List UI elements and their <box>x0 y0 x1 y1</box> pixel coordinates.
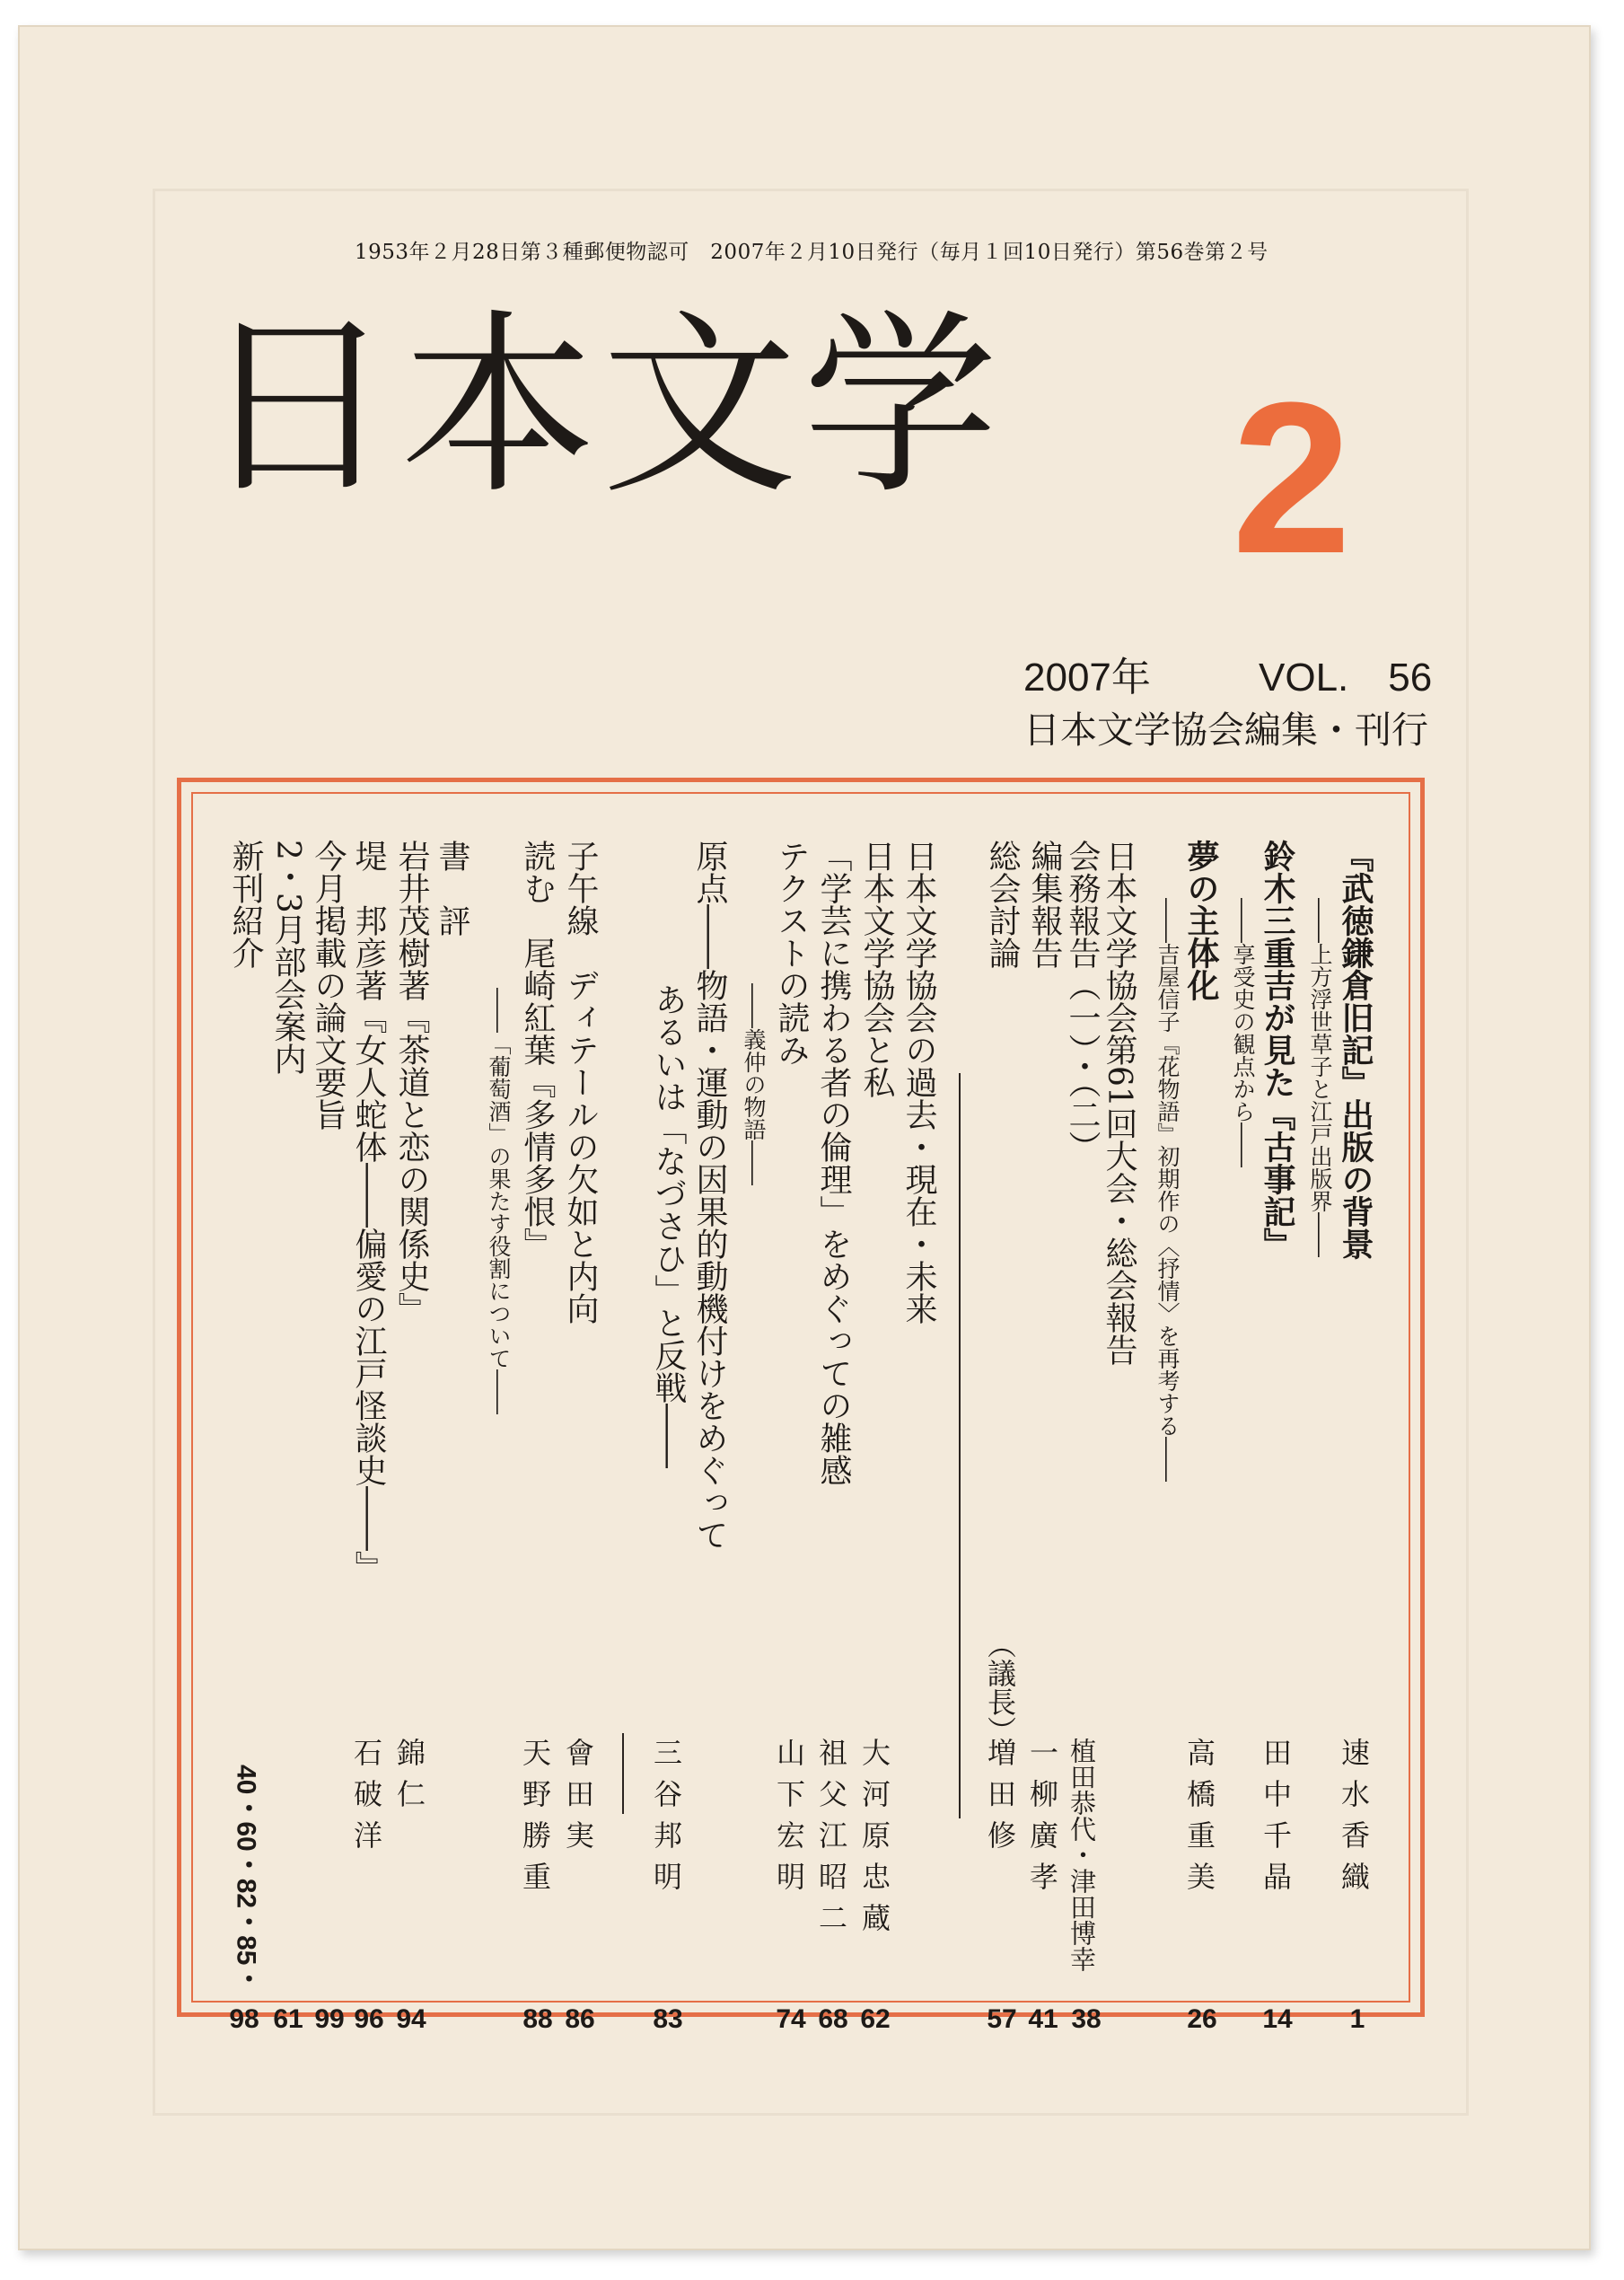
toc-role-7: （議長） <box>983 1630 1017 1745</box>
publication-info: 1953年２月28日第３種郵便物認可 2007年２月10日発行（毎月１回10日発行）第56巻第２号 <box>355 241 1268 264</box>
year: 2007年 <box>1023 656 1151 700</box>
toc-author-3: 高橋重美 <box>1182 1738 1216 1903</box>
toc-author-6: 一柳廣孝 <box>1025 1738 1059 1903</box>
toc-title-4: 日本文学協会第61回大会・総会報告 <box>1101 840 1137 1366</box>
toc-subtitle-2: ――享受史の観点から―― <box>1230 898 1256 1167</box>
issue-number: 2 <box>1232 357 1352 598</box>
toc-subtitle-16: ――「葡萄酒」の果たす役割について―― <box>486 988 512 1414</box>
toc-title-3: 夢の主体化 <box>1182 840 1220 1001</box>
toc-page-1: 1 <box>1349 2004 1365 2034</box>
publisher: 日本文学協会編集・刊行 <box>1023 709 1428 751</box>
toc-page-11: 74 <box>776 2004 806 2034</box>
toc-author-5: 植田恭代・津田博幸 <box>1067 1738 1097 1972</box>
toc-title-20: 今月掲載の論文要旨 <box>310 840 347 1131</box>
toc-author-18: 錦仁 <box>392 1738 426 1820</box>
toc-author-2: 田中千晶 <box>1259 1738 1293 1903</box>
toc-page-19: 96 <box>354 2004 384 2034</box>
toc-author-15: 天野勝重 <box>518 1738 552 1903</box>
toc-subtitle-1: ――上方浮世草子と江戸出版界―― <box>1307 898 1333 1257</box>
toc-page-3: 26 <box>1187 2004 1217 2034</box>
toc-page-15: 88 <box>522 2004 553 2034</box>
toc-page-9: 62 <box>860 2004 891 2034</box>
toc-title-6: 編集報告 <box>1026 840 1063 969</box>
toc-page-18: 94 <box>396 2004 426 2034</box>
toc-title-12: 原点――物語・運動の因果的動機付けをめぐって <box>691 840 728 1551</box>
toc-title-7: 総会討論 <box>984 840 1021 969</box>
year-volume-line <box>1023 645 1454 702</box>
toc-page-20: 99 <box>314 2004 345 2034</box>
magazine-title: 日本文学 <box>199 294 1004 521</box>
toc-page-5: 38 <box>1071 2004 1102 2034</box>
toc-title-1: 『武徳鎌倉旧記』出版の背景 <box>1337 840 1374 1260</box>
toc-subtitle-11: ――義仲の物語―― <box>741 983 767 1185</box>
section-divider-1 <box>959 1073 961 1818</box>
toc-title-5: 会務報告（一）・（二） <box>1064 840 1101 1163</box>
toc-author-13: 三谷邦明 <box>649 1738 683 1903</box>
toc-author-7: 増田修 <box>983 1738 1017 1862</box>
toc-page-13: 83 <box>653 2004 683 2034</box>
toc-title-17: 書 評 <box>434 840 470 937</box>
volume: VOL. 56 <box>1259 656 1433 700</box>
toc-page-10: 68 <box>818 2004 848 2034</box>
toc-title-18: 岩井茂樹著『茶道と恋の関係史』 <box>393 840 430 1325</box>
toc-title-2: 鈴木三重吉が見た『古事記』 <box>1259 840 1296 1260</box>
toc-page-7: 57 <box>987 2004 1017 2034</box>
toc-author-9: 大河原忠蔵 <box>857 1738 891 1944</box>
toc-page-21: 61 <box>273 2004 303 2034</box>
toc-author-14: 會田実 <box>561 1738 595 1862</box>
toc-subtitle-13: あるいは「なづさひ」と反戦―― <box>650 983 687 1468</box>
section-divider-2 <box>622 1733 624 1814</box>
toc-title-9: 日本文学協会と私 <box>858 840 895 1098</box>
toc-page-14: 86 <box>565 2004 595 2034</box>
toc-page-22: 98 <box>229 2004 259 2034</box>
toc-page-2: 14 <box>1262 2004 1293 2034</box>
toc-author-19: 石破洋 <box>349 1738 383 1862</box>
toc-title-19: 堤 邦彦著『女人蛇体――偏愛の江戸怪談史――』 <box>350 840 387 1583</box>
toc-title-15: 読む 尾崎紅葉『多情多恨』 <box>519 840 556 1260</box>
toc-pages-22: 40・60・82・85・ <box>231 1765 261 1993</box>
toc-title-14: 子午線 ディテールの欠如と内向 <box>562 840 599 1325</box>
toc-subtitle-3: ――吉屋信子『花物語』初期作の〈抒情〉を再考する―― <box>1154 898 1181 1482</box>
toc-author-1: 速水香織 <box>1337 1738 1371 1903</box>
toc-title-10: 「学芸に携わる者の倫理」をめぐっての雑感 <box>815 840 852 1486</box>
toc-title-8: 日本文学協会の過去・現在・未来 <box>900 840 937 1325</box>
toc-title-11: テクストの読み <box>773 840 810 1066</box>
toc-title-21: 2・3月部会案内 <box>269 840 306 1075</box>
toc-author-11: 山下宏明 <box>772 1738 806 1903</box>
toc-title-22: 新刊紹介 <box>227 840 264 969</box>
toc-author-10: 祖父江昭二 <box>814 1738 848 1944</box>
toc-page-6: 41 <box>1028 2004 1058 2034</box>
